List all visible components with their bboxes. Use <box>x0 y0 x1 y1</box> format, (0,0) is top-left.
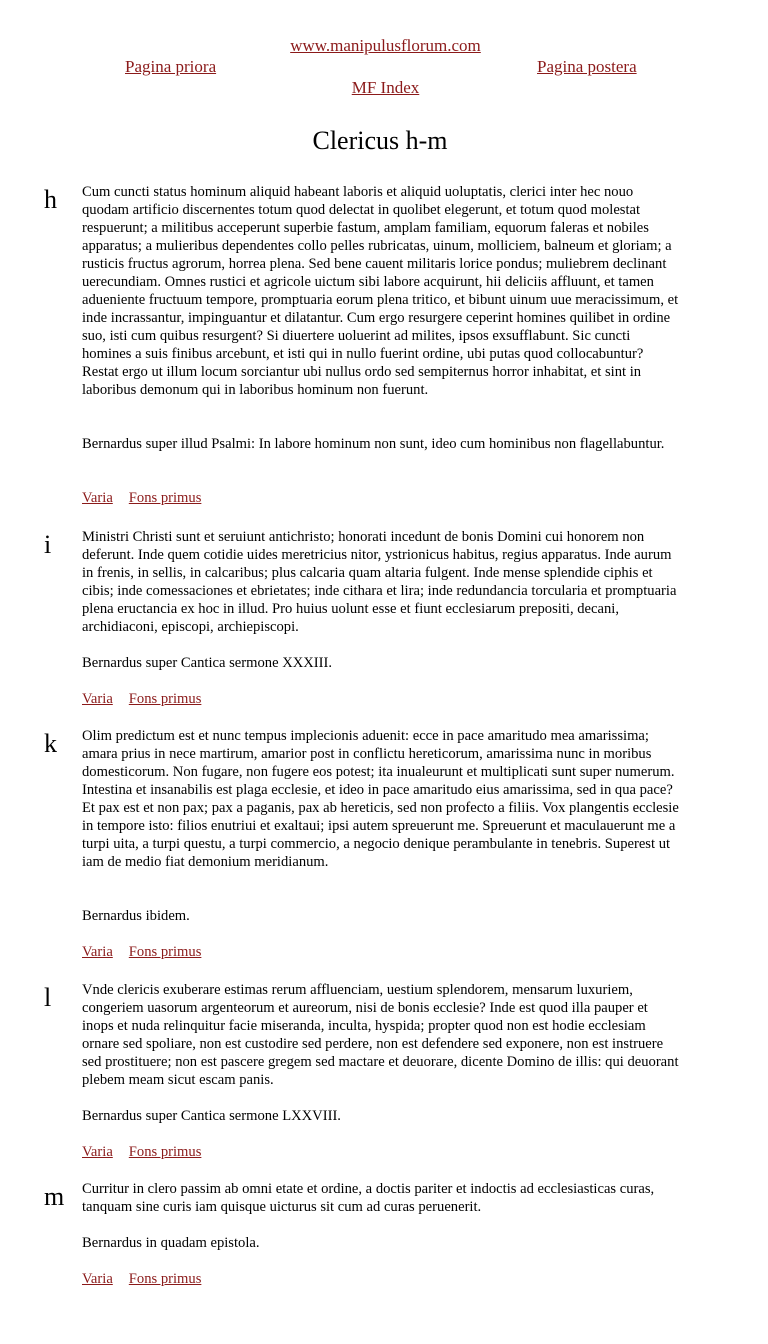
entry-letter: i <box>44 530 52 559</box>
entry-links <box>82 1143 201 1161</box>
entry-letter: h <box>44 185 57 214</box>
entry-letter: k <box>44 729 57 758</box>
entry-text: Ministri Christi sunt et seruiunt antichristo; honorati incedunt de bonis Domini cui honorem non deferunt. Inde quem cotidie uides meretricius nitor, ystrionicus habitus, regius apparatus. Inde aurum in frenis, in sellis, in calcaribus; plus calcaria quam altaria fulgent. Inde mense splendide ciphis et cibis; inde comessaciones et ebrietates; inde cithara et lira; inde redundancia torcularia et promptuaria plena eructancia ex hoc in illud. Pro huius uolunt esse et fiunt ecclesiarum prepositi, decani, archidiaconi, episcopi, archiepiscopi. <box>82 529 677 635</box>
entry-source: Bernardus super illud Psalmi: In labore hominum non sunt, ideo cum hominibus non flagellabuntur. <box>82 436 665 452</box>
entry-links <box>82 943 201 961</box>
entry-letter: m <box>44 1182 65 1211</box>
entry-source: Bernardus super Cantica sermone LXXVIII. <box>82 1108 341 1124</box>
site-home-link[interactable]: www.manipulusflorum.com <box>290 36 481 55</box>
entry-links <box>82 1270 201 1288</box>
fons-primus-link[interactable]: Fons primus <box>128 1271 202 1287</box>
fons-primus-link[interactable]: Fons primus <box>128 490 202 506</box>
entry-text: Vnde clericis exuberare estimas rerum affluenciam, uestium splendorem, mensarum luxuriem, congeriem uasorum argenteorum et aureorum, nisi de bonis ecclesie? Inde est quod illa pauper et inops et nuda relinquitur facie miseranda, inculta, hyspida; propter quod non est hodie ecclesiam ornare sed spoliare, non est custodire sed perdere, non est defendere sed exponere, non est instruere sed prostituere; non est pascere gregem sed mactare et deuorare, dicente Domino de illis: qui deuorant plebem meam sicut escam panis. <box>82 982 679 1088</box>
entry-source: Bernardus super Cantica sermone XXXIII. <box>82 655 333 671</box>
varia-link[interactable]: Varia <box>82 1271 113 1287</box>
previous-page-link[interactable]: Pagina priora <box>125 57 217 76</box>
varia-link[interactable]: Varia <box>82 490 113 506</box>
page-title: Clericus h-m <box>312 126 448 155</box>
entry-text: Olim predictum est et nunc tempus implecionis aduenit: ecce in pace amaritudo mea amarissima; amara prius in nece martirum, amarior post in conflictu hereticorum, amarissima nunc in moribus domesticorum. Non fugare, non fugere eos potest; ita inualeurunt et multiplicati sunt super numerum. Intestina et insanabilis est plaga ecclesie, et ideo in pace amaritudo eius amarissima, sed in qua pace? Et pax est et non pax; pax a paganis, pax ab hereticis, sed non profecto a filiis. Vox plangentis ecclesie in tempore isto: filios enutriui et exaltaui; ipsi autem spreuerunt me. Spreuerunt et maculauerunt me a turpi uita, a turpi questu, a turpi commercio, a negocio denique perambulante in tenebris. Superest ut iam de medio fiat demonium meridianum. <box>82 728 679 870</box>
fons-primus-link[interactable]: Fons primus <box>128 691 202 707</box>
next-page-link[interactable]: Pagina postera <box>537 57 637 76</box>
fons-primus-link[interactable]: Fons primus <box>128 1144 202 1160</box>
varia-link[interactable]: Varia <box>82 944 113 960</box>
entry-text: Curritur in clero passim ab omni etate et ordine, a doctis pariter et indoctis ad ecclesiasticas curas, tanquam sine curis iam quisque uicturus sit cum ad curas peruenerit. <box>82 1181 655 1215</box>
fons-primus-link[interactable]: Fons primus <box>128 944 202 960</box>
entry-source: Bernardus in quadam epistola. <box>82 1235 260 1251</box>
varia-link[interactable]: Varia <box>82 1144 113 1160</box>
entry-links <box>82 690 201 708</box>
index-link[interactable]: MF Index <box>351 78 420 97</box>
entry-source: Bernardus ibidem. <box>82 908 190 924</box>
entry-links <box>82 489 201 507</box>
entry-letter: l <box>44 983 52 1012</box>
varia-link[interactable]: Varia <box>82 691 113 707</box>
entry-text: Cum cuncti status hominum aliquid habeant laboris et aliquid uoluptatis, clerici inter hec nouo quodam artificio discernentes totum quod delectat in quolibet elegerunt, et totum quod molestat respuerunt; a militibus acceperunt superbie fastum, amplam familiam, equorum faleras et nobiles apparatus; a mulieribus dependentes collo pelles rubricatas, uinum, molliciem, balneum et gloriam; a rusticis fructus agrorum, horrea plena. Sed bene cauent militaris lorice pondus; muliebrem declinant uerecundiam. Omnes rustici et agricole uictum sibi labore acquirunt, hii deliciis affluunt, et tamen adueniente fructuum tempore, promptuaria eorum plena tritico, et bibunt uinum uue meracissimum, et inde incrassantur, impinguantur et dilatantur. Cum ergo resurgere ceperint homines quilibet in ordine suo, isti cum quibus resurgent? Si diuertere uoluerint ad milites, ipsos exsufflabunt. Sic cuncti homines a suis finibus arcebunt, et isti qui in nullo fuerint ordine, ubi putas quod collocabuntur? Restat ergo ut illum locum sorciantur ubi nullus ordo sed sempiternus horror inhabitat, et sint in laboribus demonum qui in laboribus hominum non fuerunt. <box>82 184 679 398</box>
